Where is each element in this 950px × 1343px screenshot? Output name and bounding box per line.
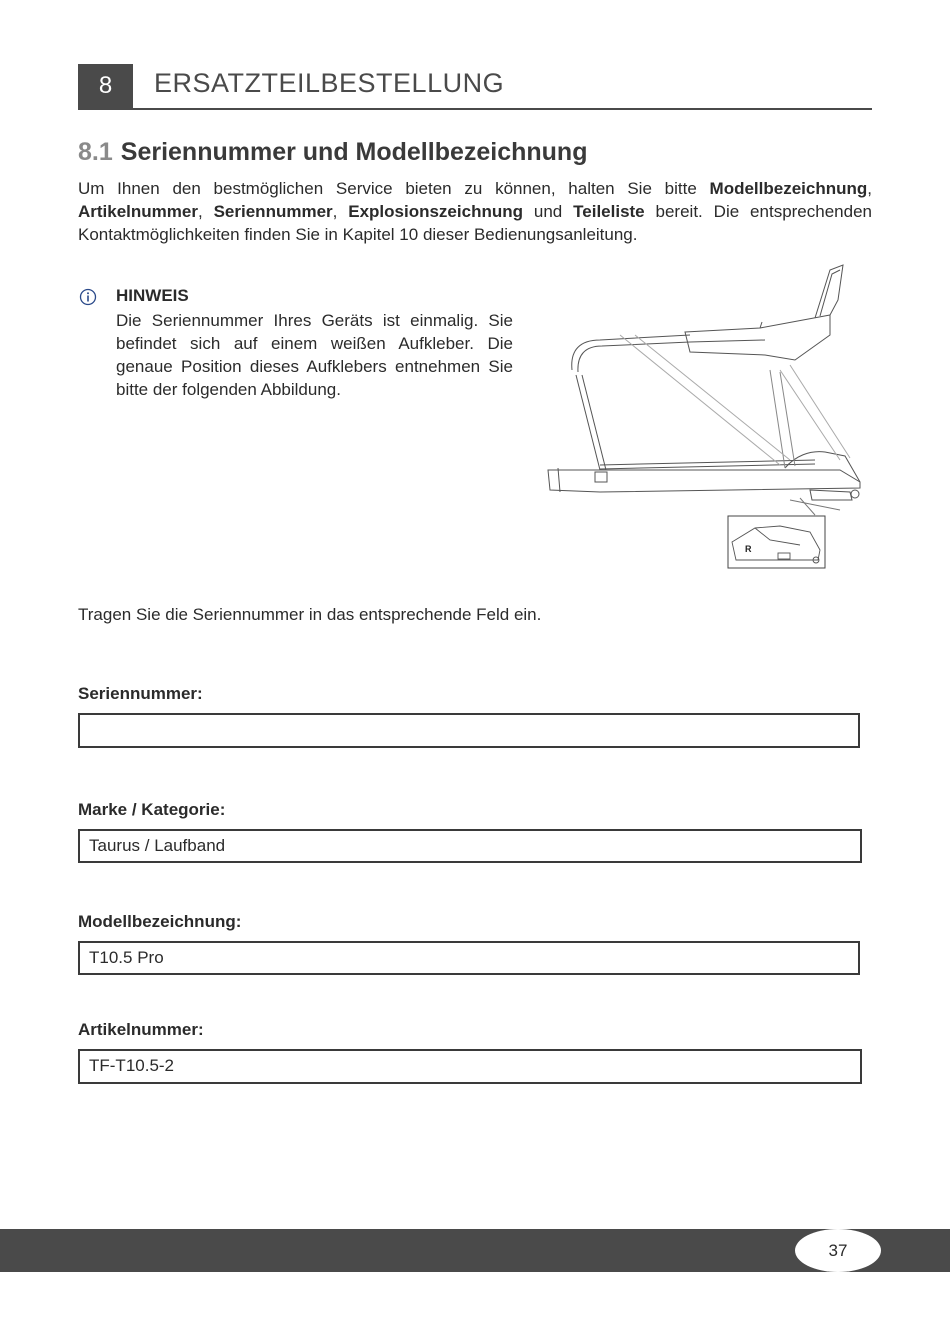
note-text: Die Seriennummer Ihres Geräts ist einmalig. Sie befindet sich auf einem weißen Aufkleber. Die genaue Position dieses Aufklebers entnehmen Sie bitte der folgenden Abbildung.	[116, 311, 513, 399]
model-label: Modellbezeichnung:	[78, 912, 242, 931]
intro-text: ,	[197, 202, 214, 221]
intro-bold-serial: Seriennummer	[213, 202, 333, 221]
intro-bold-explosion: Explosionszeichnung	[348, 202, 523, 221]
brand-category-field[interactable]: Taurus / Laufband	[78, 829, 862, 863]
intro-text: und	[523, 202, 574, 221]
treadmill-illustration	[540, 260, 880, 575]
intro-bold-article: Artikelnummer	[78, 202, 198, 221]
serial-number-label: Seriennummer:	[78, 684, 203, 703]
intro-text: ,	[867, 179, 872, 198]
instruction-text: Tragen Sie die Seriennummer in das entsprechende Feld ein.	[78, 605, 542, 624]
intro-bold-parts: Teileliste	[573, 202, 645, 221]
section-number: 8.1	[78, 138, 113, 166]
section-title-text: Seriennummer und Modellbezeichnung	[120, 138, 588, 166]
intro-paragraph	[78, 177, 872, 246]
section-title	[78, 138, 587, 167]
article-number-label: Artikelnummer:	[78, 1020, 204, 1039]
brand-category-label: Marke / Kategorie:	[78, 800, 226, 819]
model-field[interactable]: T10.5 Pro	[78, 941, 860, 975]
chapter-number: 8	[78, 64, 133, 108]
chapter-header	[78, 64, 872, 110]
serial-number-field[interactable]	[78, 713, 860, 748]
intro-text: ,	[332, 202, 349, 221]
note-label: HINWEIS	[116, 286, 189, 305]
article-number-field[interactable]: TF-T10.5-2	[78, 1049, 862, 1084]
chapter-title: ERSATZTEILBESTELLUNG	[154, 68, 505, 98]
intro-bold-model: Modellbezeichnung	[709, 179, 868, 198]
intro-text: Um Ihnen den bestmöglichen Service bieten zu können, halten Sie bitte	[78, 179, 710, 198]
info-icon	[79, 288, 97, 306]
intro-text: bereit. Die entsprechenden Kontaktmöglichkeiten finden Sie in Kapitel 10 dieser Bedienungsanleitung.	[78, 202, 872, 244]
page-number: 37	[795, 1229, 881, 1272]
sticker-marker-label: R	[745, 544, 752, 554]
